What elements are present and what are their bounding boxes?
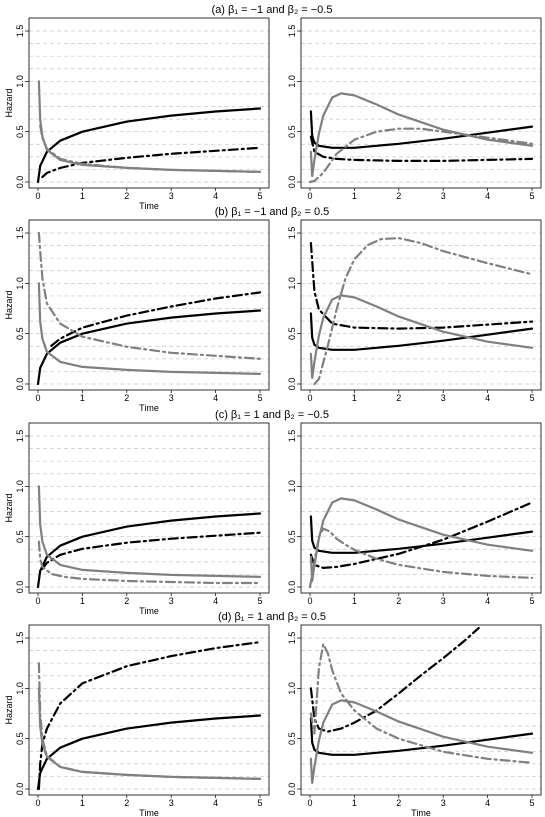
x-axis-label: Time <box>139 808 159 817</box>
row-title: (b) β₁ = −1 and β₂ = 0.5 <box>214 206 330 218</box>
x-tick-label: 4 <box>213 191 219 201</box>
x-tick-label: 0 <box>307 393 313 403</box>
x-tick-label: 1 <box>79 191 85 201</box>
series-line-1 <box>42 533 260 569</box>
y-tick-label: 1.0 <box>287 480 297 493</box>
x-tick-label: 5 <box>257 596 263 606</box>
panel-3-1 <box>287 625 541 817</box>
x-tick-label: 3 <box>168 798 174 808</box>
x-tick-label: 0 <box>35 191 41 201</box>
row-title: (c) β₁ = 1 and β₂ = −0.5 <box>215 409 329 421</box>
panel-2-1 <box>287 423 541 606</box>
y-tick-label: 1.5 <box>287 429 297 443</box>
row-title: (a) β₁ = −1 and β₂ = −0.5 <box>211 4 333 16</box>
series-group <box>38 642 260 789</box>
x-tick-label: 1 <box>79 596 85 606</box>
y-tick-label: 1.0 <box>15 682 25 695</box>
series-line-2 <box>39 688 260 779</box>
x-tick-label: 4 <box>213 798 219 808</box>
x-tick-label: 4 <box>485 596 491 606</box>
x-tick-label: 0 <box>307 798 313 808</box>
y-tick-label: 1.0 <box>15 277 25 290</box>
x-tick-label: 5 <box>257 798 263 808</box>
y-tick-label: 0.5 <box>287 732 297 745</box>
y-axis-label: Hazard <box>4 290 14 320</box>
y-tick-label: 0.0 <box>287 377 297 391</box>
x-tick-label: 0 <box>35 393 41 403</box>
panel-0-1 <box>287 18 541 201</box>
x-tick-label: 5 <box>529 393 535 403</box>
x-tick-label: 0 <box>307 596 313 606</box>
y-tick-label: 0.0 <box>15 377 25 391</box>
y-tick-label: 1.5 <box>287 631 297 645</box>
x-axis-label: Time <box>139 606 159 616</box>
x-tick-label: 2 <box>396 596 402 606</box>
x-axis-label: Time <box>411 808 431 817</box>
series-line-2 <box>39 81 260 171</box>
x-tick-label: 2 <box>396 798 402 808</box>
y-tick-label: 1.5 <box>287 24 297 38</box>
x-tick-label: 0 <box>307 191 313 201</box>
y-tick-label: 1.0 <box>15 480 25 493</box>
y-tick-label: 0.5 <box>15 530 25 543</box>
x-tick-label: 5 <box>257 191 263 201</box>
series-line-1 <box>39 642 260 789</box>
y-tick-label: 0.5 <box>287 125 297 138</box>
y-tick-label: 1.0 <box>15 75 25 88</box>
panel-2-0 <box>4 423 269 616</box>
x-tick-label: 2 <box>124 393 130 403</box>
y-tick-label: 0.5 <box>15 327 25 340</box>
y-tick-label: 0.0 <box>15 782 25 796</box>
panel-0-0 <box>4 18 269 211</box>
x-tick-label: 3 <box>168 596 174 606</box>
x-axis-label: Time <box>139 403 159 413</box>
x-tick-label: 2 <box>124 191 130 201</box>
y-tick-label: 0.5 <box>15 732 25 745</box>
series-line-2 <box>311 93 532 176</box>
y-tick-label: 1.5 <box>14 24 25 38</box>
x-tick-label: 4 <box>213 596 219 606</box>
x-tick-label: 4 <box>485 393 491 403</box>
y-tick-label: 0.0 <box>287 175 297 189</box>
series-line-3 <box>39 663 260 779</box>
series-line-2 <box>311 700 532 783</box>
series-line-2 <box>39 486 260 577</box>
series-line-0 <box>311 314 532 350</box>
y-tick-label: 0.0 <box>287 782 297 796</box>
x-tick-label: 2 <box>124 596 130 606</box>
x-tick-label: 1 <box>351 191 357 201</box>
series-line-2 <box>311 295 532 378</box>
x-tick-label: 4 <box>213 393 219 403</box>
x-tick-label: 3 <box>440 596 446 606</box>
y-tick-label: 0.0 <box>15 580 25 594</box>
y-axis-label: Hazard <box>4 493 14 523</box>
y-tick-label: 1.0 <box>287 277 297 290</box>
series-line-3 <box>310 129 532 182</box>
series-line-0 <box>311 112 532 148</box>
panel-1-0 <box>4 220 269 413</box>
y-tick-label: 0.0 <box>287 580 297 594</box>
x-tick-label: 0 <box>35 798 41 808</box>
series-line-2 <box>311 498 532 581</box>
x-tick-label: 5 <box>529 798 535 808</box>
x-axis-label: Time <box>139 201 159 211</box>
x-tick-label: 4 <box>485 798 491 808</box>
x-tick-label: 3 <box>440 798 446 808</box>
x-tick-label: 5 <box>529 191 535 201</box>
x-tick-label: 1 <box>351 798 357 808</box>
series-line-3 <box>314 238 532 384</box>
series-line-0 <box>311 719 532 755</box>
y-tick-label: 1.0 <box>287 75 297 88</box>
x-tick-label: 5 <box>257 393 263 403</box>
y-axis-label: Hazard <box>4 695 14 725</box>
x-tick-label: 1 <box>351 596 357 606</box>
x-tick-label: 1 <box>79 393 85 403</box>
x-tick-label: 5 <box>529 596 535 606</box>
y-tick-label: 1.5 <box>15 631 25 645</box>
series-group <box>311 238 532 384</box>
y-tick-label: 0.0 <box>15 175 25 189</box>
x-tick-label: 1 <box>351 393 357 403</box>
series-group <box>311 628 532 783</box>
panel-3-0 <box>4 625 269 817</box>
y-tick-label: 0.5 <box>287 530 297 543</box>
x-tick-label: 4 <box>485 191 491 201</box>
x-tick-label: 1 <box>79 798 85 808</box>
y-tick-label: 1.0 <box>287 682 297 695</box>
y-tick-label: 0.5 <box>15 125 25 138</box>
x-tick-label: 3 <box>168 393 174 403</box>
y-tick-label: 0.5 <box>287 327 297 340</box>
x-tick-label: 2 <box>396 393 402 403</box>
series-line-3 <box>310 529 532 587</box>
y-axis-label: Hazard <box>4 88 14 118</box>
y-tick-label: 1.5 <box>15 429 25 443</box>
x-tick-label: 2 <box>396 191 402 201</box>
y-tick-label: 1.5 <box>15 226 25 240</box>
x-tick-label: 3 <box>440 191 446 201</box>
series-line-3 <box>311 644 532 763</box>
row-title: (d) β₁ = 1 and β₂ = 0.5 <box>217 611 327 623</box>
y-tick-label: 1.5 <box>287 226 297 240</box>
x-tick-label: 2 <box>124 798 130 808</box>
x-tick-label: 3 <box>168 191 174 201</box>
x-tick-label: 3 <box>440 393 446 403</box>
panel-1-1 <box>287 220 541 403</box>
x-tick-label: 0 <box>35 596 41 606</box>
